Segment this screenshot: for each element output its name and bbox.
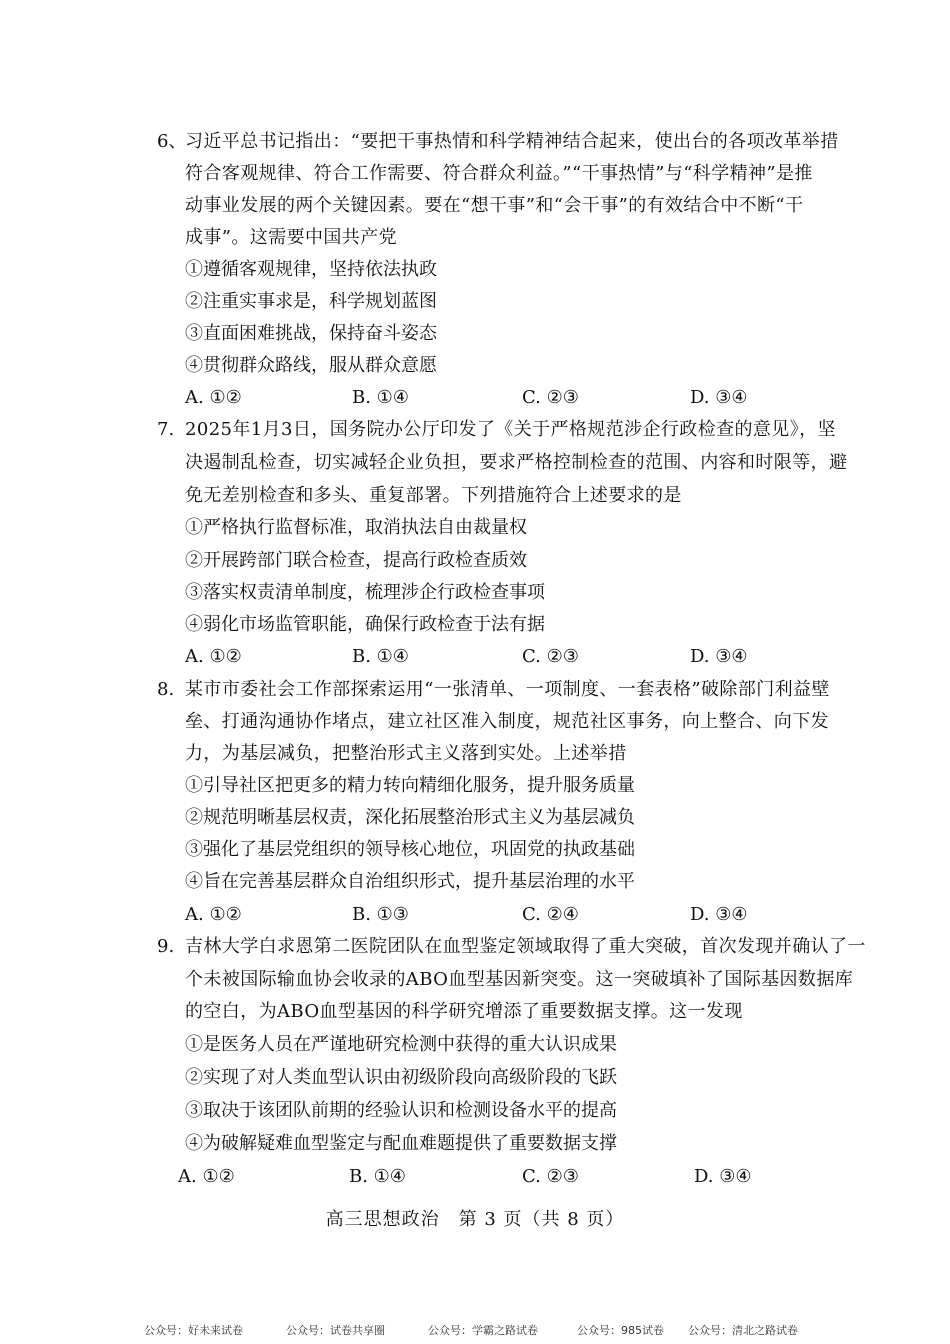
- statement-option: ③直面困难挑战，保持奋斗姿态: [185, 323, 437, 344]
- statement-option: ②注重实事求是，科学规划蓝图: [185, 291, 437, 312]
- stem-line: 垒、打通沟通协作堵点，建立社区准入制度，规范社区事务，向上整合、向下发: [185, 711, 829, 732]
- question-number: 6、: [157, 131, 187, 152]
- watermark-text: 公众号：985试卷: [577, 1324, 664, 1337]
- statement-option: ③强化了基层党组织的领导核心地位，巩固党的执政基础: [185, 839, 635, 860]
- answer-choice: C. ②③: [522, 1166, 579, 1187]
- watermark-text: 公众号：试卷共享圈: [286, 1324, 385, 1337]
- stem-line: 吉林大学白求恩第二医院团队在血型鉴定领域取得了重大突破，首次发现并确认了一: [185, 936, 866, 957]
- statement-option: ③落实权责清单制度，梳理涉企行政检查事项: [185, 582, 545, 603]
- stem-line: 动事业发展的两个关键因素。要在“想干事”和“会干事”的有效结合中不断“干: [185, 195, 804, 216]
- answer-choice: A. ①②: [178, 1166, 235, 1187]
- answer-choice: B. ①④: [352, 387, 409, 408]
- stem-line: 成事”。这需要中国共产党: [185, 227, 398, 248]
- question-number: 8.: [157, 679, 175, 700]
- watermark-text: 公众号：清北之路试卷: [688, 1324, 798, 1337]
- stem-line: 个未被国际输血协会收录的ABO血型基因新突变。这一突破填补了国际基因数据库: [185, 969, 854, 990]
- statement-option: ②实现了对人类血型认识由初级阶段向高级阶段的飞跃: [185, 1067, 617, 1088]
- answer-choice: B. ①③: [352, 904, 409, 925]
- answer-choice: D. ③④: [690, 646, 748, 667]
- answer-choice: A. ①②: [185, 387, 242, 408]
- stem-line: 符合客观规律、符合工作需要、符合群众利益。”“干事热情”与“科学精神”是推: [185, 163, 813, 184]
- stem-line: 习近平总书记指出：“要把干事热情和科学精神结合起来，使出台的各项改革举措: [185, 131, 839, 152]
- answer-choice: B. ①④: [352, 646, 409, 667]
- stem-line: 决遏制乱检查，切实减轻企业负担，要求严格控制检查的范围、内容和时限等，避: [185, 452, 848, 473]
- statement-option: ②开展跨部门联合检查，提高行政检查质效: [185, 550, 527, 571]
- statement-option: ①严格执行监督标准，取消执法自由裁量权: [185, 517, 527, 538]
- answer-choice: A. ①②: [185, 646, 242, 667]
- statement-option: ④弱化市场监管职能，确保行政检查于法有据: [185, 614, 545, 635]
- answer-choice: B. ①④: [349, 1166, 406, 1187]
- answer-choice: C. ②③: [522, 387, 579, 408]
- stem-line: 某市市委社会工作部探索运用“一张清单、一项制度、一套表格”破除部门利益壁: [185, 679, 830, 700]
- stem-line: 2025年1月3日，国务院办公厅印发了《关于严格规范涉企行政检查的意见》，坚: [185, 419, 836, 440]
- statement-option: ④贯彻群众路线，服从群众意愿: [185, 355, 437, 376]
- stem-line: 免无差别检查和多头、重复部署。下列措施符合上述要求的是: [185, 485, 682, 506]
- watermark-text: 公众号：好未来试卷: [144, 1324, 243, 1337]
- answer-choice: D. ③④: [690, 387, 748, 408]
- statement-option: ①引导社区把更多的精力转向精细化服务，提升服务质量: [185, 775, 635, 796]
- answer-choice: C. ②④: [522, 904, 579, 925]
- stem-line: 力，为基层减负，把整治形式主义落到实处。上述举措: [185, 743, 627, 764]
- statement-option: ③取决于该团队前期的经验认识和检测设备水平的提高: [185, 1100, 617, 1121]
- answer-choice: D. ③④: [694, 1166, 752, 1187]
- statement-option: ④为破解疑难血型鉴定与配血难题提供了重要数据支撑: [185, 1133, 617, 1154]
- page-footer: 高三思想政治 第 3 页（共 8 页）: [325, 1209, 625, 1230]
- answer-choice: D. ③④: [690, 904, 748, 925]
- answer-choice: C. ②③: [522, 646, 579, 667]
- statement-option: ①是医务人员在严谨地研究检测中获得的重大认识成果: [185, 1034, 617, 1055]
- statement-option: ①遵循客观规律，坚持依法执政: [185, 259, 437, 280]
- answer-choice: A. ①②: [185, 904, 242, 925]
- statement-option: ④旨在完善基层群众自治组织形式，提升基层治理的水平: [185, 871, 635, 892]
- question-number: 9.: [157, 936, 175, 957]
- question-number: 7.: [157, 419, 175, 440]
- statement-option: ②规范明晰基层权责，深化拓展整治形式主义为基层减负: [185, 807, 635, 828]
- watermark-text: 公众号：学霸之路试卷: [428, 1324, 538, 1337]
- stem-line: 的空白，为ABO血型基因的科学研究增添了重要数据支撑。这一发现: [185, 1001, 743, 1022]
